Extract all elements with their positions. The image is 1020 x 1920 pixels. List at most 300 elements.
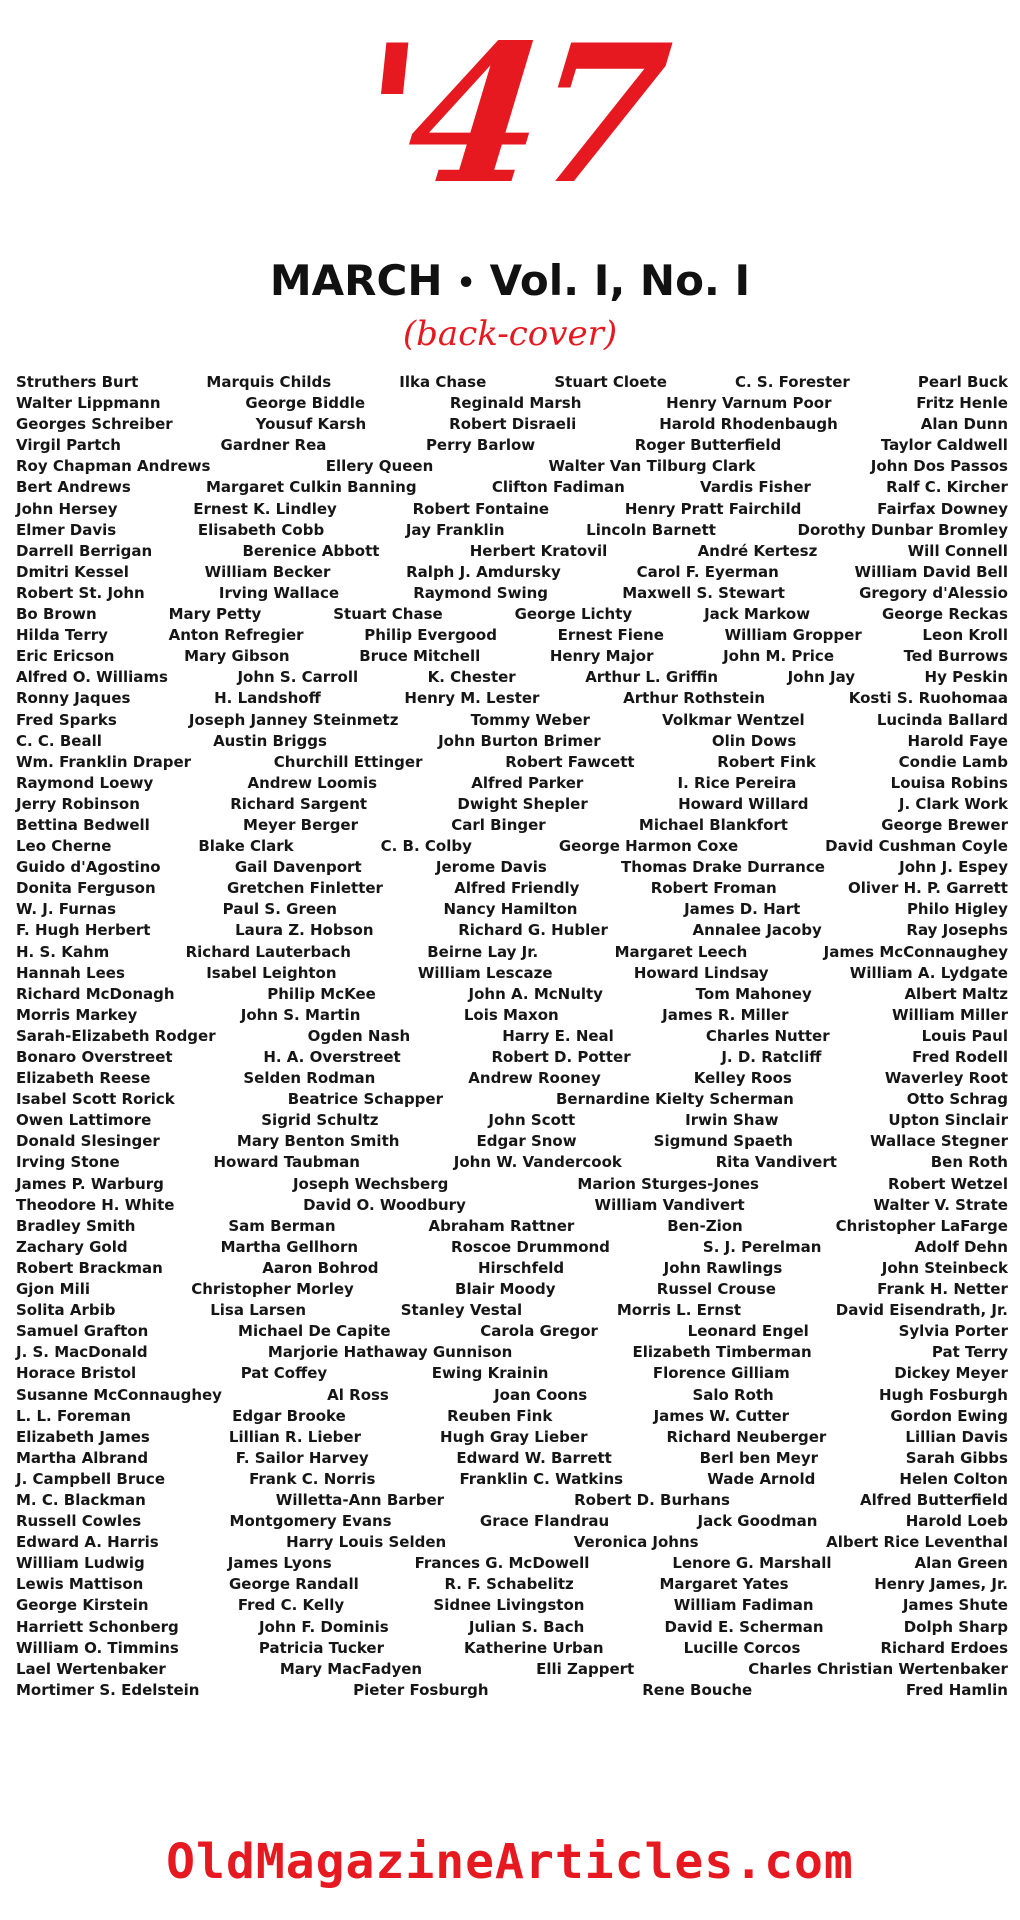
contributor-name: Frank H. Netter (877, 1280, 1008, 1299)
contributor-name: Hirschfeld (477, 1258, 565, 1277)
contributor-name: Robert D. Burhans (574, 1490, 730, 1509)
contributor-row (16, 541, 1008, 562)
contributor-row (16, 815, 1008, 836)
contributor-name: Russel Crouse (656, 1280, 776, 1299)
contributor-name: Richard Erdoes (880, 1638, 1008, 1657)
contributor-name: F. Sailor Harvey (235, 1448, 369, 1467)
contributor-name: Berl ben Meyr (699, 1448, 819, 1467)
contributor-name: John Scott (488, 1111, 576, 1130)
contributor-name: Gjon Mili (16, 1280, 91, 1299)
site-footer[interactable]: OldMagazineArticles.com (166, 1834, 854, 1890)
contributor-row (16, 794, 1008, 815)
contributor-row (16, 477, 1008, 498)
contributor-row (16, 1574, 1008, 1595)
contributor-row (16, 1532, 1008, 1553)
contributor-name: Robert Wetzel (888, 1174, 1008, 1193)
contributor-name: Arthur L. Griffin (585, 668, 719, 687)
contributor-row (16, 1680, 1008, 1701)
contributor-name: Jack Markow (704, 605, 811, 624)
contributor-name: William Gropper (724, 626, 862, 645)
contributor-name: Ronny Jaques (16, 689, 131, 708)
contributor-name: Pieter Fosburgh (353, 1680, 489, 1699)
contributor-name: John F. Dominis (258, 1617, 389, 1636)
contributor-name: Kosti S. Ruohomaa (848, 689, 1008, 708)
contributor-row (16, 520, 1008, 541)
contributor-name: Harriett Schonberg (16, 1617, 179, 1636)
contributor-name: Sigmund Spaeth (653, 1132, 793, 1151)
contributor-name: Zachary Gold (16, 1237, 128, 1256)
contributor-name: Harold Loeb (905, 1512, 1008, 1531)
contributor-name: Jack Goodman (697, 1512, 818, 1531)
contributor-name: J. Clark Work (898, 794, 1008, 813)
contributor-name: Vardis Fisher (700, 478, 811, 497)
contributor-name: W. J. Furnas (16, 900, 117, 919)
contributor-name: Carol F. Eyerman (636, 562, 779, 581)
contributor-name: Ben-Zion (667, 1216, 743, 1235)
contributor-name: Raymond Loewy (16, 773, 154, 792)
contributor-name: Hugh Fosburgh (878, 1385, 1008, 1404)
contributor-name: John Hersey (16, 499, 118, 518)
contributor-name: Guido d'Agostino (16, 858, 161, 877)
contributor-name: Adolf Dehn (914, 1237, 1008, 1256)
contributor-name: Hannah Lees (16, 963, 125, 982)
contributor-name: Henry M. Lester (404, 689, 540, 708)
contributor-name: Dolph Sharp (903, 1617, 1008, 1636)
contributor-row (16, 1047, 1008, 1068)
contributor-name: Joseph Wechsberg (292, 1174, 449, 1193)
contributor-name: William David Bell (854, 562, 1008, 581)
contributor-name: Florence Gilliam (652, 1364, 790, 1383)
contributor-name: Stuart Cloete (554, 373, 667, 391)
contributor-name: Robert Fawcett (505, 752, 635, 771)
contributor-row (16, 1427, 1008, 1448)
contributor-row (16, 1342, 1008, 1363)
contributor-name: Raymond Swing (413, 583, 548, 602)
contributor-name: C. S. Forester (734, 373, 850, 391)
contributor-name: Richard Sargent (230, 794, 368, 813)
contributor-row (16, 1152, 1008, 1173)
contributor-name: Arthur Rothstein (623, 689, 766, 708)
contributor-name: Edgar Brooke (232, 1406, 346, 1425)
contributor-row (16, 857, 1008, 878)
contributor-row (16, 1110, 1008, 1131)
contributor-name: Ogden Nash (307, 1026, 411, 1045)
contributor-name: Pat Terry (931, 1343, 1008, 1362)
contributor-row (16, 710, 1008, 731)
contributor-name: Henry Major (549, 647, 654, 666)
contributor-name: K. Chester (427, 668, 516, 687)
contributor-name: Walter V. Strate (873, 1195, 1008, 1214)
contributor-name: Sarah-Elizabeth Rodger (16, 1026, 216, 1045)
contributor-row (16, 984, 1008, 1005)
contributor-row (16, 878, 1008, 899)
bullet-separator: • (456, 265, 476, 301)
contributor-name: Mary Benton Smith (236, 1132, 400, 1151)
contributor-name: Ernest K. Lindley (193, 499, 337, 518)
contributor-name: Maxwell S. Stewart (622, 583, 785, 602)
contributor-name: Ewing Krainin (431, 1364, 549, 1383)
contributor-name: Charles Nutter (705, 1026, 830, 1045)
contributor-name: Harry Louis Selden (286, 1533, 447, 1552)
contributor-name: Fred Hamlin (905, 1680, 1008, 1699)
contributor-name: Blake Clark (198, 837, 294, 856)
contributor-name: George Brewer (881, 815, 1008, 834)
contributor-name: R. F. Schabelitz (444, 1575, 574, 1594)
contributor-name: Marjorie Hathaway Gunnison (267, 1343, 513, 1362)
contributor-name: Fred Sparks (16, 710, 117, 729)
contributor-name: Beirne Lay Jr. (427, 942, 539, 961)
contributor-name: Gordon Ewing (890, 1406, 1008, 1425)
contributor-name: Albert Maltz (904, 984, 1008, 1003)
contributor-row (16, 1089, 1008, 1110)
contributor-row (16, 646, 1008, 667)
contributor-name: Frances G. McDowell (414, 1554, 590, 1573)
contributor-name: Louis Paul (921, 1026, 1008, 1045)
contributor-name: Berenice Abbott (242, 541, 380, 560)
contributor-row (16, 1511, 1008, 1532)
contributor-name: Alan Green (914, 1554, 1008, 1573)
contributor-row (16, 625, 1008, 646)
contributor-name: Kelley Roos (693, 1069, 792, 1088)
contributor-name: Elisabeth Cobb (197, 520, 325, 539)
contributor-name: Grace Flandrau (479, 1512, 610, 1531)
contributor-name: M. C. Blackman (16, 1490, 146, 1509)
contributor-name: Hilda Terry (16, 626, 108, 645)
contributor-name: George Kirstein (16, 1596, 149, 1615)
contributor-name: Fred Rodell (912, 1048, 1008, 1066)
contributor-name: Alfred Parker (471, 773, 584, 792)
contributor-name: Bettina Bedwell (16, 815, 150, 834)
contributor-name: Lael Wertenbaker (16, 1659, 166, 1678)
contributor-row (16, 1553, 1008, 1574)
contributor-name: Edward A. Harris (16, 1533, 159, 1552)
contributor-name: Elli Zappert (536, 1659, 635, 1678)
contributor-name: Alfred Butterfield (859, 1490, 1008, 1509)
contributor-name: Isabel Leighton (206, 963, 337, 982)
contributor-name: Philip Evergood (364, 626, 497, 645)
contributor-row (16, 1068, 1008, 1089)
contributor-name: Andrew Rooney (468, 1069, 601, 1088)
contributor-name: Elmer Davis (16, 520, 117, 539)
contributor-name: Isabel Scott Rorick (16, 1090, 175, 1109)
contributor-name: Taylor Caldwell (880, 436, 1008, 455)
contributor-name: Henry James, Jr. (874, 1575, 1008, 1594)
contributor-name: Paul S. Green (222, 900, 337, 919)
contributor-name: Perry Barlow (425, 436, 536, 455)
contributor-name: Lincoln Barnett (586, 520, 716, 539)
contributor-name: H. Landshoff (214, 689, 321, 708)
contributor-row (16, 1005, 1008, 1026)
contributor-name: Morris Markey (16, 1005, 138, 1024)
contributor-name: Georges Schreiber (16, 415, 173, 434)
contributor-name: J. Campbell Bruce (16, 1469, 165, 1488)
contributor-name: Nancy Hamilton (443, 900, 578, 919)
contributor-name: Mortimer S. Edelstein (16, 1680, 200, 1699)
contributor-name: William Ludwig (16, 1554, 145, 1573)
contributor-row (16, 1363, 1008, 1384)
contributor-name: Pearl Buck (917, 373, 1008, 391)
contributor-row (16, 1638, 1008, 1659)
contributor-row (16, 1490, 1008, 1511)
contributor-name: David Eisendrath, Jr. (835, 1301, 1008, 1320)
contributor-name: Richard McDonagh (16, 984, 175, 1003)
contributor-name: C. B. Colby (380, 837, 472, 856)
contributor-row (16, 393, 1008, 414)
contributor-name: Albert Rice Leventhal (826, 1533, 1008, 1552)
contributor-name: Robert Brackman (16, 1258, 163, 1277)
contributor-name: Virgil Partch (16, 436, 121, 455)
contributor-name: Joan Coons (494, 1385, 588, 1404)
contributor-row (16, 773, 1008, 794)
contributor-name: Katherine Urban (464, 1638, 604, 1657)
contributor-name: Elizabeth Timberman (632, 1343, 812, 1362)
contributor-name: Gregory d'Alessio (859, 583, 1008, 602)
contributor-name: Tommy Weber (470, 710, 590, 729)
contributor-row (16, 1258, 1008, 1279)
contributor-name: John J. Espey (899, 858, 1008, 877)
contributor-name: John W. Vandercook (453, 1153, 622, 1172)
contributor-name: Leon Kroll (922, 626, 1008, 645)
contributor-name: John Steinbeck (881, 1258, 1008, 1277)
contributor-name: Robert D. Potter (491, 1048, 631, 1066)
contributor-name: Patricia Tucker (258, 1638, 384, 1657)
contributor-name: Gardner Rea (220, 436, 327, 455)
contributor-name: Aaron Bohrod (262, 1258, 379, 1277)
contributor-name: Stuart Chase (333, 605, 443, 624)
contributor-row (16, 1174, 1008, 1195)
contributor-name: Eric Ericson (16, 647, 115, 666)
contributor-name: Howard Taubman (213, 1153, 360, 1172)
contributor-name: William Fadiman (673, 1596, 814, 1615)
contributor-name: Ralph J. Amdursky (406, 562, 561, 581)
contributor-name: Bo Brown (16, 605, 97, 624)
contributor-row (16, 1321, 1008, 1342)
contributor-name: William Miller (891, 1005, 1008, 1024)
contributor-name: Tom Mahoney (695, 984, 812, 1003)
contributor-name: John S. Martin (240, 1005, 361, 1024)
contributor-row (16, 688, 1008, 709)
contributor-name: Edgar Snow (476, 1132, 577, 1151)
contributor-name: I. Rice Pereira (677, 773, 797, 792)
contributor-name: Christopher LaFarge (835, 1216, 1008, 1235)
contributor-name: J. D. Ratcliff (721, 1048, 822, 1066)
contributor-row (16, 562, 1008, 583)
contributor-name: Will Connell (907, 541, 1008, 560)
contributor-name: George Biddle (245, 394, 366, 413)
contributor-row (16, 1595, 1008, 1616)
contributor-name: Morris L. Ernst (616, 1301, 742, 1320)
contributor-name: Lenore G. Marshall (672, 1554, 832, 1573)
contributor-name: Russell Cowles (16, 1512, 142, 1531)
contributor-name: Richard Neuberger (666, 1427, 827, 1446)
contributor-name: Michael Blankfort (638, 815, 788, 834)
contributor-name: Veronica Johns (573, 1533, 699, 1552)
contributor-name: Fritz Henle (916, 394, 1008, 413)
contributor-name: F. Hugh Herbert (16, 921, 151, 940)
contributor-name: Philip McKee (267, 984, 376, 1003)
contributor-name: Lewis Mattison (16, 1575, 144, 1594)
contributor-name: Mary MacFadyen (279, 1659, 423, 1678)
contributor-name: Walter Van Tilburg Clark (548, 457, 756, 476)
contributor-row (16, 1195, 1008, 1216)
contributor-name: Howard Lindsay (633, 963, 769, 982)
contributor-name: Ray Josephs (906, 921, 1008, 940)
contributor-name: Herbert Kratovil (469, 541, 608, 560)
contributor-name: Philo Higley (906, 900, 1008, 919)
contributor-name: Howard Willard (678, 794, 809, 813)
contributor-name: Lillian Davis (905, 1427, 1008, 1446)
contributor-name: Lucinda Ballard (876, 710, 1008, 729)
contributor-row (16, 920, 1008, 941)
contributor-name: Jerry Robinson (16, 794, 140, 813)
contributor-name: Otto Schrag (906, 1090, 1008, 1109)
contributor-name: Selden Rodman (243, 1069, 376, 1088)
contributor-name: S. J. Perelman (702, 1237, 822, 1256)
contributor-name: John Dos Passos (870, 457, 1008, 476)
contributor-name: Oliver H. P. Garrett (847, 879, 1008, 898)
contributor-row (16, 604, 1008, 625)
contributor-name: John Burton Brimer (438, 731, 601, 750)
contributor-row (16, 1469, 1008, 1490)
contributor-name: Carola Gregor (480, 1322, 598, 1341)
contributor-name: Julian S. Bach (468, 1617, 585, 1636)
contributor-name: Condie Lamb (898, 752, 1008, 771)
contributor-name: Salo Roth (692, 1385, 774, 1404)
contributor-row (16, 836, 1008, 857)
contributor-name: Solita Arbib (16, 1301, 116, 1320)
contributor-row (16, 456, 1008, 477)
contributor-name: Irwin Shaw (685, 1111, 779, 1130)
contributor-row (16, 435, 1008, 456)
contributor-name: Gretchen Finletter (226, 879, 383, 898)
contributor-name: Waverley Root (884, 1069, 1008, 1088)
contributor-name: Darrell Berrigan (16, 541, 153, 560)
contributor-name: Leo Cherne (16, 837, 112, 856)
contributor-name: Elizabeth James (16, 1427, 150, 1446)
contributor-name: André Kertesz (697, 541, 818, 560)
contributor-name: Richard G. Hubler (458, 921, 608, 940)
contributor-row (16, 1385, 1008, 1406)
contributor-name: Carl Binger (451, 815, 546, 834)
contributor-name: Churchill Ettinger (273, 752, 423, 771)
contributor-name: James W. Cutter (653, 1406, 790, 1425)
contributor-row (16, 1659, 1008, 1680)
contributor-name: Clifton Fadiman (491, 478, 625, 497)
contributor-row (16, 667, 1008, 688)
contributor-name: Austin Briggs (213, 731, 327, 750)
contributor-name: Charles Christian Wertenbaker (748, 1659, 1008, 1678)
contributor-row (16, 942, 1008, 963)
contributor-name: Dmitri Kessel (16, 562, 129, 581)
contributor-name: Bruce Mitchell (359, 647, 481, 666)
contributor-name: Roy Chapman Andrews (16, 457, 211, 476)
contributor-name: Sarah Gibbs (905, 1448, 1008, 1467)
contributor-name: John Rawlings (663, 1258, 783, 1277)
contributor-name: Dickey Meyer (894, 1364, 1008, 1383)
contributor-name: James Lyons (227, 1554, 332, 1573)
contributor-name: Sam Berman (228, 1216, 336, 1235)
contributor-name: Alfred Friendly (454, 879, 580, 898)
contributor-row (16, 1131, 1008, 1152)
contributor-name: H. S. Kahm (16, 942, 110, 961)
contributor-name: Bradley Smith (16, 1216, 136, 1235)
contributor-name: Joseph Janney Steinmetz (188, 710, 399, 729)
contributor-name: Harry E. Neal (502, 1026, 614, 1045)
contributor-name: Robert Fontaine (412, 499, 550, 518)
contributor-name: Robert Froman (650, 879, 777, 898)
contributor-row (16, 731, 1008, 752)
contributor-row (16, 1406, 1008, 1427)
contributor-name: John Jay (787, 668, 856, 687)
contributor-name: Wallace Stegner (870, 1132, 1008, 1151)
contributor-name: Upton Sinclair (888, 1111, 1008, 1130)
contributor-name: Anton Refregier (168, 626, 304, 645)
contributor-name: Meyer Berger (243, 815, 358, 834)
subtitle: (back-cover) (402, 314, 618, 354)
contributor-row (16, 414, 1008, 435)
contributor-name: James McConnaughey (823, 942, 1008, 961)
contributor-name: Donald Slesinger (16, 1132, 160, 1151)
contributor-row (16, 1237, 1008, 1258)
contributor-name: Wm. Franklin Draper (16, 752, 192, 771)
contributor-name: Lois Maxon (463, 1005, 559, 1024)
contributor-name: John M. Price (723, 647, 834, 666)
contributor-name: Fred C. Kelly (237, 1596, 345, 1615)
contributor-name: Robert Disraeli (449, 415, 577, 434)
contributor-name: Margaret Culkin Banning (206, 478, 417, 497)
masthead (0, 0, 1020, 240)
contributor-name: Louisa Robins (890, 773, 1008, 792)
contributor-name: Martha Gellhorn (220, 1237, 359, 1256)
contributor-name: Horace Bristol (16, 1364, 137, 1383)
contributor-name: Jay Franklin (405, 520, 505, 539)
contributor-name: John A. McNulty (468, 984, 603, 1003)
contributor-name: Al Ross (327, 1385, 389, 1404)
contributor-name: James Shute (902, 1596, 1008, 1615)
contributor-name: Alfred O. Williams (16, 668, 168, 687)
contributor-name: Abraham Rattner (428, 1216, 575, 1235)
contributor-name: Walter Lippmann (16, 394, 161, 413)
contributor-name: Lucille Corcos (683, 1638, 801, 1657)
contributor-row (16, 1279, 1008, 1300)
contributor-row (16, 1448, 1008, 1469)
contributor-name: Harold Faye (907, 731, 1008, 750)
contributor-name: Roger Butterfield (634, 436, 782, 455)
contributor-name: George Lichty (514, 605, 633, 624)
contributor-name: Ilka Chase (399, 373, 487, 391)
contributor-name: Hugh Gray Lieber (440, 1427, 588, 1446)
contributor-row (16, 1617, 1008, 1638)
contributor-name: Olin Dows (711, 731, 797, 750)
contributor-name: George Randall (228, 1575, 359, 1594)
contributor-name: Marion Sturges-Jones (577, 1174, 759, 1193)
contributor-name: Rene Bouche (642, 1680, 753, 1699)
contributor-name: Franklin C. Watkins (459, 1469, 624, 1488)
contributor-name: William Becker (204, 562, 331, 581)
contributor-name: Yousuf Karsh (255, 415, 367, 434)
contributor-name: Richard Lauterbach (185, 942, 351, 961)
contributor-name: Lisa Larsen (210, 1301, 307, 1320)
contributor-name: Reginald Marsh (449, 394, 582, 413)
contributor-name: Ellery Queen (325, 457, 434, 476)
contributor-name: Christopher Morley (191, 1280, 354, 1299)
contributor-name: Henry Pratt Fairchild (624, 499, 802, 518)
contributor-name: Robert St. John (16, 583, 145, 602)
issue-month: MARCH (269, 256, 443, 305)
contributor-name: Henry Varnum Poor (666, 394, 832, 413)
issue-volume: Vol. I, No. I (489, 256, 751, 305)
contributor-name: Susanne McConnaughey (16, 1385, 222, 1404)
